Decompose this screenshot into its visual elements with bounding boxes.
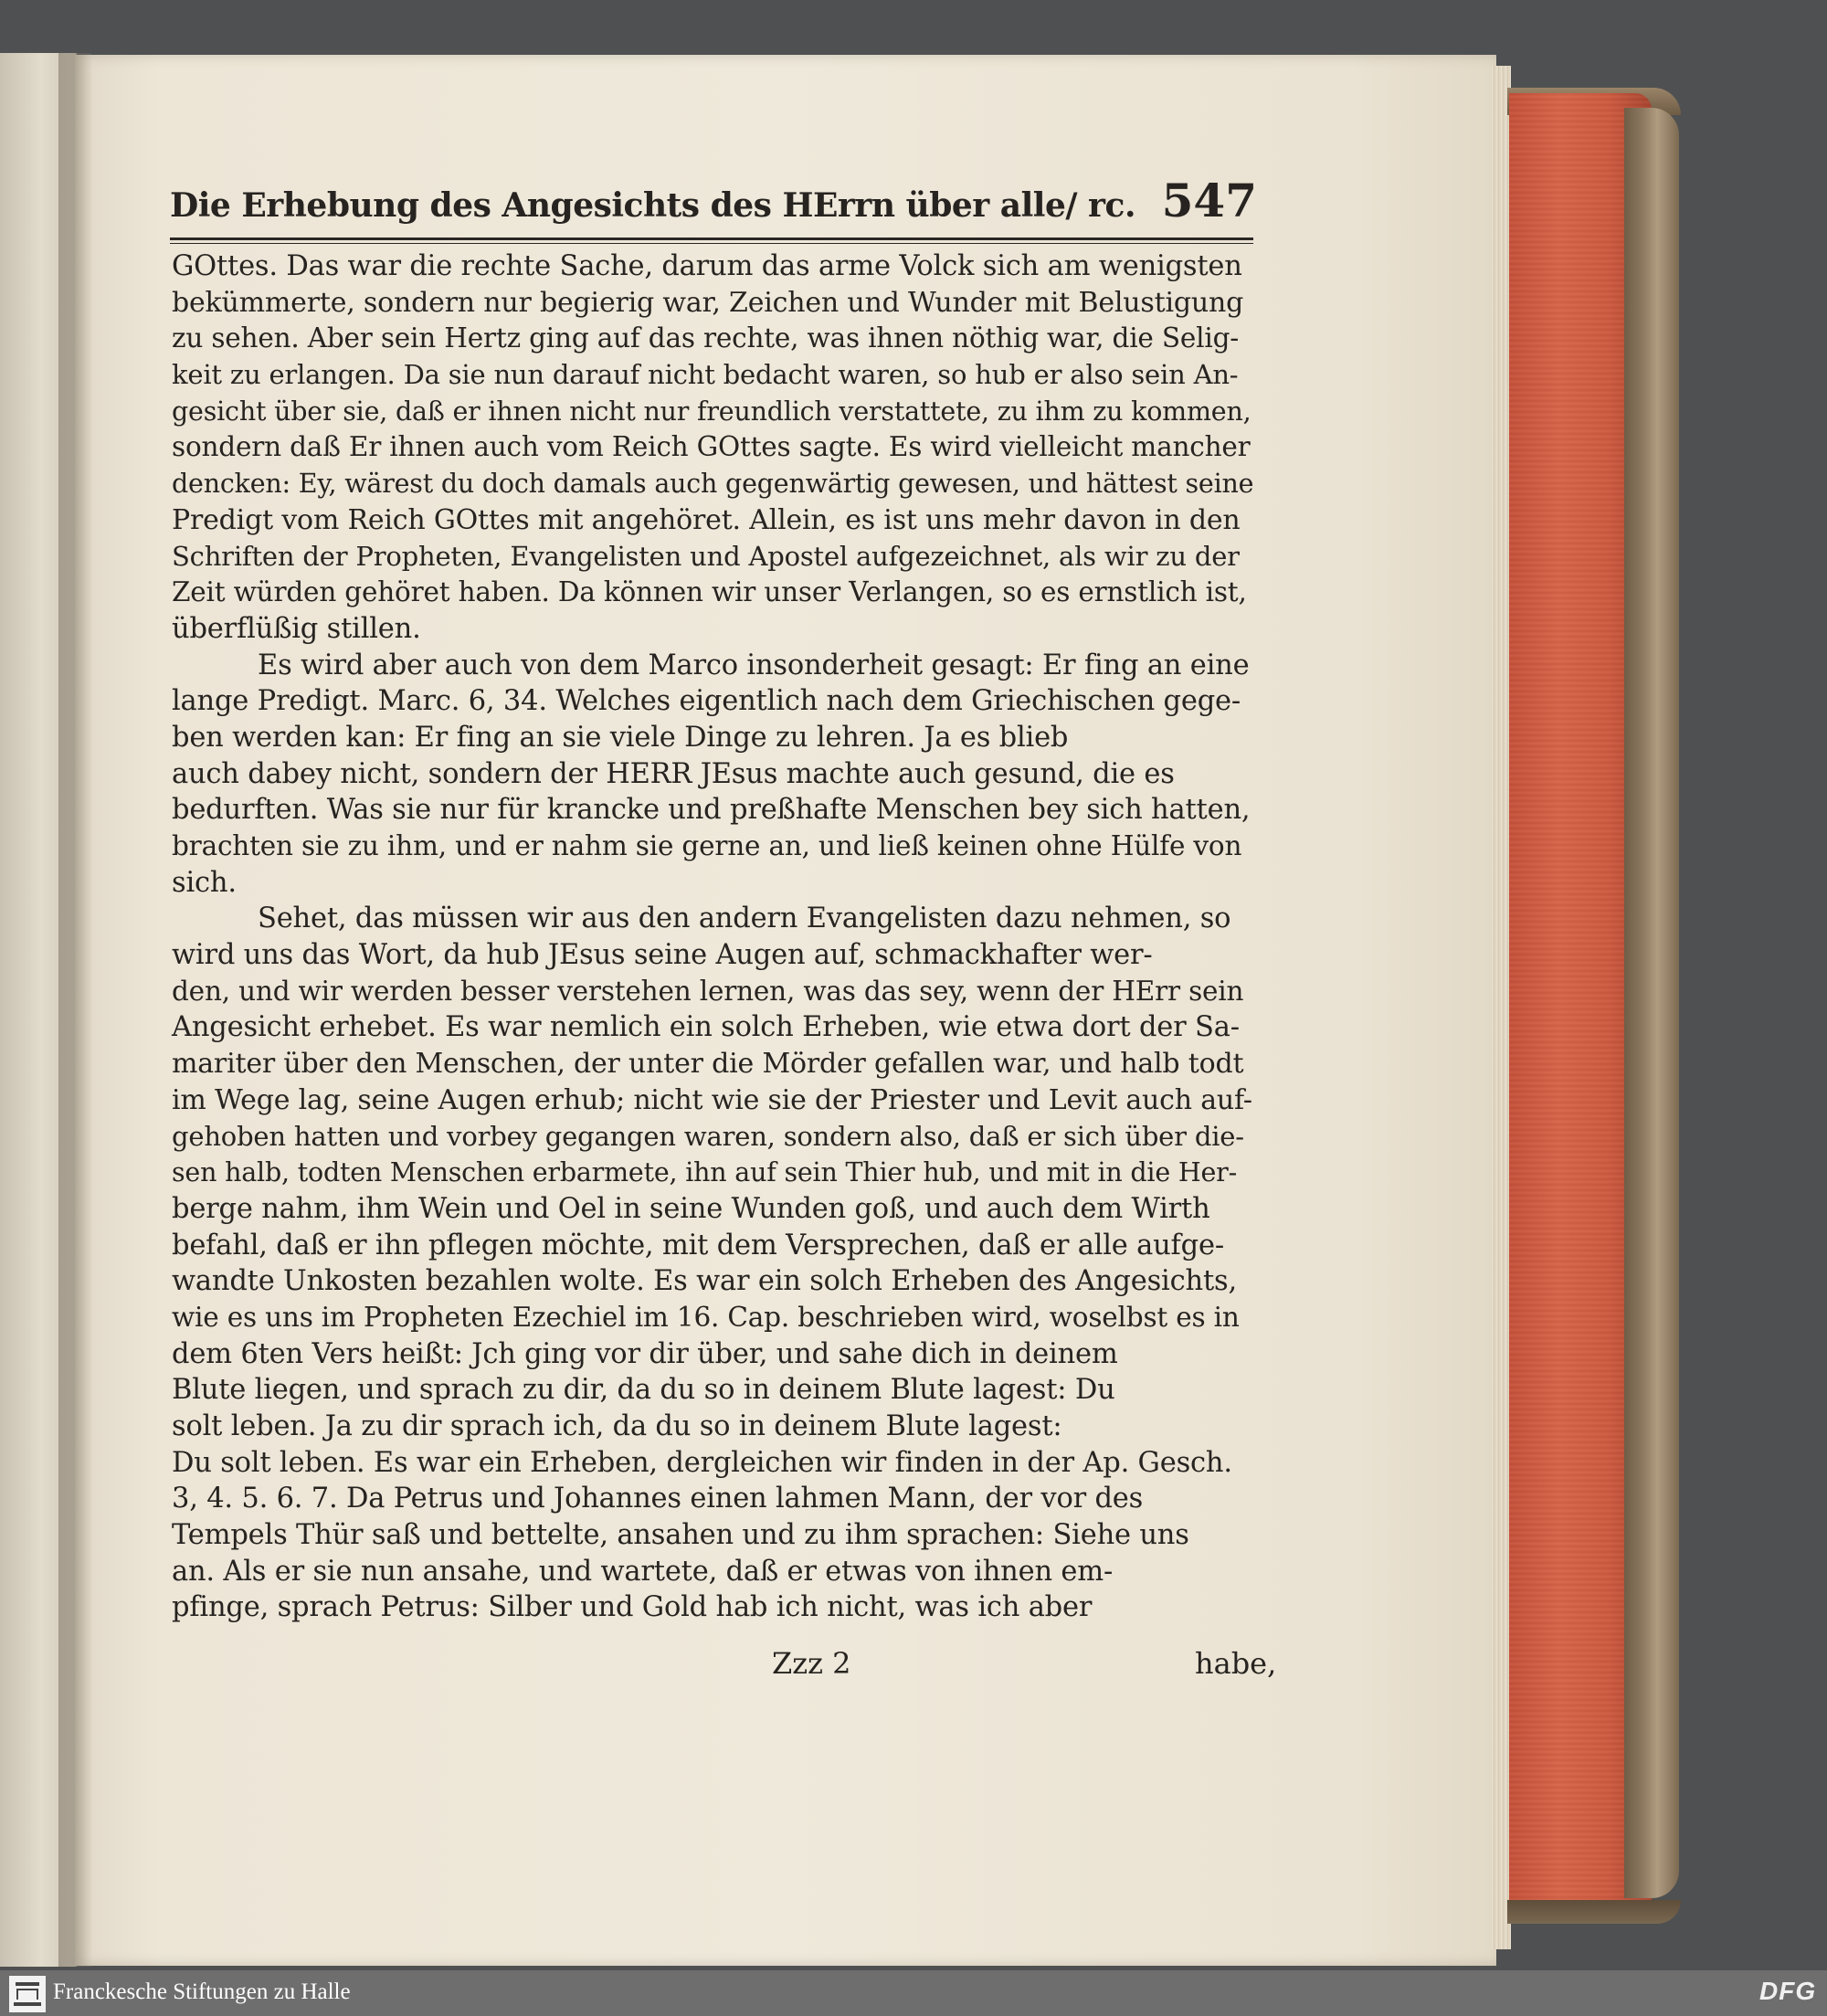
text-line: pfinge, sprach Petrus: Silber und Gold hab ich nicht, was ich aber	[172, 1591, 1093, 1624]
text-line: mariter über den Menschen, der unter die Mörder gefallen war, und halb todt	[172, 1048, 1244, 1081]
text-line: bekümmerte, sondern nur begierig war, Zeichen und Wunder mit Belustigung	[172, 286, 1244, 319]
text-line: lange Predigt. Marc. 6, 34. Welches eigentlich nach dem Griechischen gege-	[172, 685, 1241, 718]
page-number: 547	[1161, 174, 1257, 227]
text-line: ben werden kan: Er fing an sie viele Dinge zu lehren. Ja es blieb	[172, 721, 1069, 754]
text-line: GOttes. Das war die rechte Sache, darum das arme Volck sich am wenigsten	[172, 250, 1242, 282]
text-line: sich.	[172, 866, 237, 899]
institution-name: Franckesche Stiftungen zu Halle	[53, 1979, 351, 2004]
text-line: brachten sie zu ihm, und er nahm sie gerne an, und ließ keinen ohne Hülfe von	[172, 830, 1242, 861]
text-line: auch dabey nicht, sondern der HERR JEsus machte auch gesund, die es	[172, 757, 1175, 790]
catchword: habe,	[1195, 1646, 1277, 1681]
institution-logo-icon	[9, 1976, 46, 2012]
book-cover-bottom	[1507, 1900, 1681, 1924]
page-header	[170, 174, 1257, 237]
signature-mark: Zzz 2	[772, 1646, 851, 1681]
text-line: im Wege lag, seine Augen erhub; nicht wie sie der Priester und Levit auch auf-	[172, 1083, 1252, 1116]
text-line: Predigt vom Reich GOttes mit angehöret. Allein, es ist uns mehr davon in den	[172, 503, 1241, 536]
dfg-logo: DFG	[1759, 1977, 1817, 2005]
text-line: an. Als er sie nun ansahe, und wartete, daß er etwas von ihnen em-	[172, 1555, 1114, 1588]
header-rule	[170, 237, 1253, 240]
page-stack-edge	[1491, 66, 1511, 1949]
header-rule-thin	[170, 243, 1253, 244]
text-line: befahl, daß er ihn pflegen möchte, mit dem Versprechen, daß er alle aufge-	[172, 1229, 1224, 1261]
text-line: Tempels Thür saß und bettelte, ansahen und zu ihm sprachen: Siehe uns	[172, 1519, 1189, 1552]
text-line: berge nahm, ihm Wein und Oel in seine Wunden goß, und auch dem Wirth	[172, 1192, 1210, 1225]
book-cover-spine	[1624, 108, 1679, 1898]
text-line: gehoben hatten und vorbey gegangen waren, sondern also, daß er sich über die-	[172, 1120, 1244, 1152]
text-line: Du solt leben. Es war ein Erheben, dergleichen wir finden in der Ap. Gesch.	[172, 1446, 1232, 1479]
text-line: Sehet, das müssen wir aus den andern Evangelisten dazu nehmen, so	[258, 902, 1231, 935]
text-line: wandte Unkosten bezahlen wolte. Es war ein solch Erheben des Angesichts,	[172, 1265, 1237, 1298]
text-line: solt leben. Ja zu dir sprach ich, da du so in deinem Blute lagest:	[172, 1410, 1062, 1442]
running-head: Die Erhebung des Angesichts des HErrn über alle/ rc.	[170, 186, 1135, 225]
text-line: dem 6ten Vers heißt: Jch ging vor dir über, und sahe dich in deinem	[172, 1337, 1118, 1370]
text-line: sen halb, todten Menschen erbarmete, ihn auf sein Thier hub, und mit in die Her-	[172, 1157, 1238, 1188]
text-line: keit zu erlangen. Da sie nun darauf nicht bedacht waren, so hub er also sein An-	[172, 359, 1239, 391]
text-line: 3, 4. 5. 6. 7. Da Petrus und Johannes einen lahmen Mann, der vor des	[172, 1483, 1144, 1515]
text-line: Es wird aber auch von dem Marco insonderheit gesagt: Er fing an eine	[258, 649, 1250, 681]
text-line: Blute liegen, und sprach zu dir, da du so in deinem Blute lagest: Du	[172, 1374, 1115, 1407]
text-line: Schriften der Propheten, Evangelisten und Apostel aufgezeichnet, als wir zu der	[172, 540, 1240, 572]
page-gutter	[58, 53, 91, 1967]
text-line: sondern daß Er ihnen auch vom Reich GOttes sagte. Es wird vielleicht mancher	[172, 431, 1251, 463]
text-line: zu sehen. Aber sein Hertz ging auf das rechte, was ihnen nöthig war, die Selig-	[172, 322, 1240, 354]
text-line: den, und wir werden besser verstehen lernen, was das sey, wenn der HErr sein	[172, 975, 1244, 1007]
text-line: überflüßig stillen.	[172, 612, 421, 645]
body-text	[172, 248, 1255, 1626]
text-line: gesicht über sie, daß er ihnen nicht nur freundlich verstattete, zu ihm zu kommen,	[172, 396, 1251, 427]
text-line: wird uns das Wort, da hub JEsus seine Augen auf, schmackhafter wer-	[172, 939, 1153, 972]
text-line: Zeit würden gehöret haben. Da können wir unser Verlangen, so es ernstlich ist,	[172, 576, 1247, 608]
text-line: dencken: Ey, wärest du doch damals auch gegenwärtig gewesen, und hättest seine	[172, 469, 1254, 500]
text-line: bedurften. Was sie nur für krancke und preßhafte Menschen bey sich hatten,	[172, 794, 1251, 827]
text-line: Angesicht erhebet. Es war nemlich ein solch Erheben, wie etwa dort der Sa-	[172, 1011, 1240, 1044]
text-line: wie es uns im Propheten Ezechiel im 16. Cap. beschrieben wird, woselbst es in	[172, 1301, 1240, 1333]
